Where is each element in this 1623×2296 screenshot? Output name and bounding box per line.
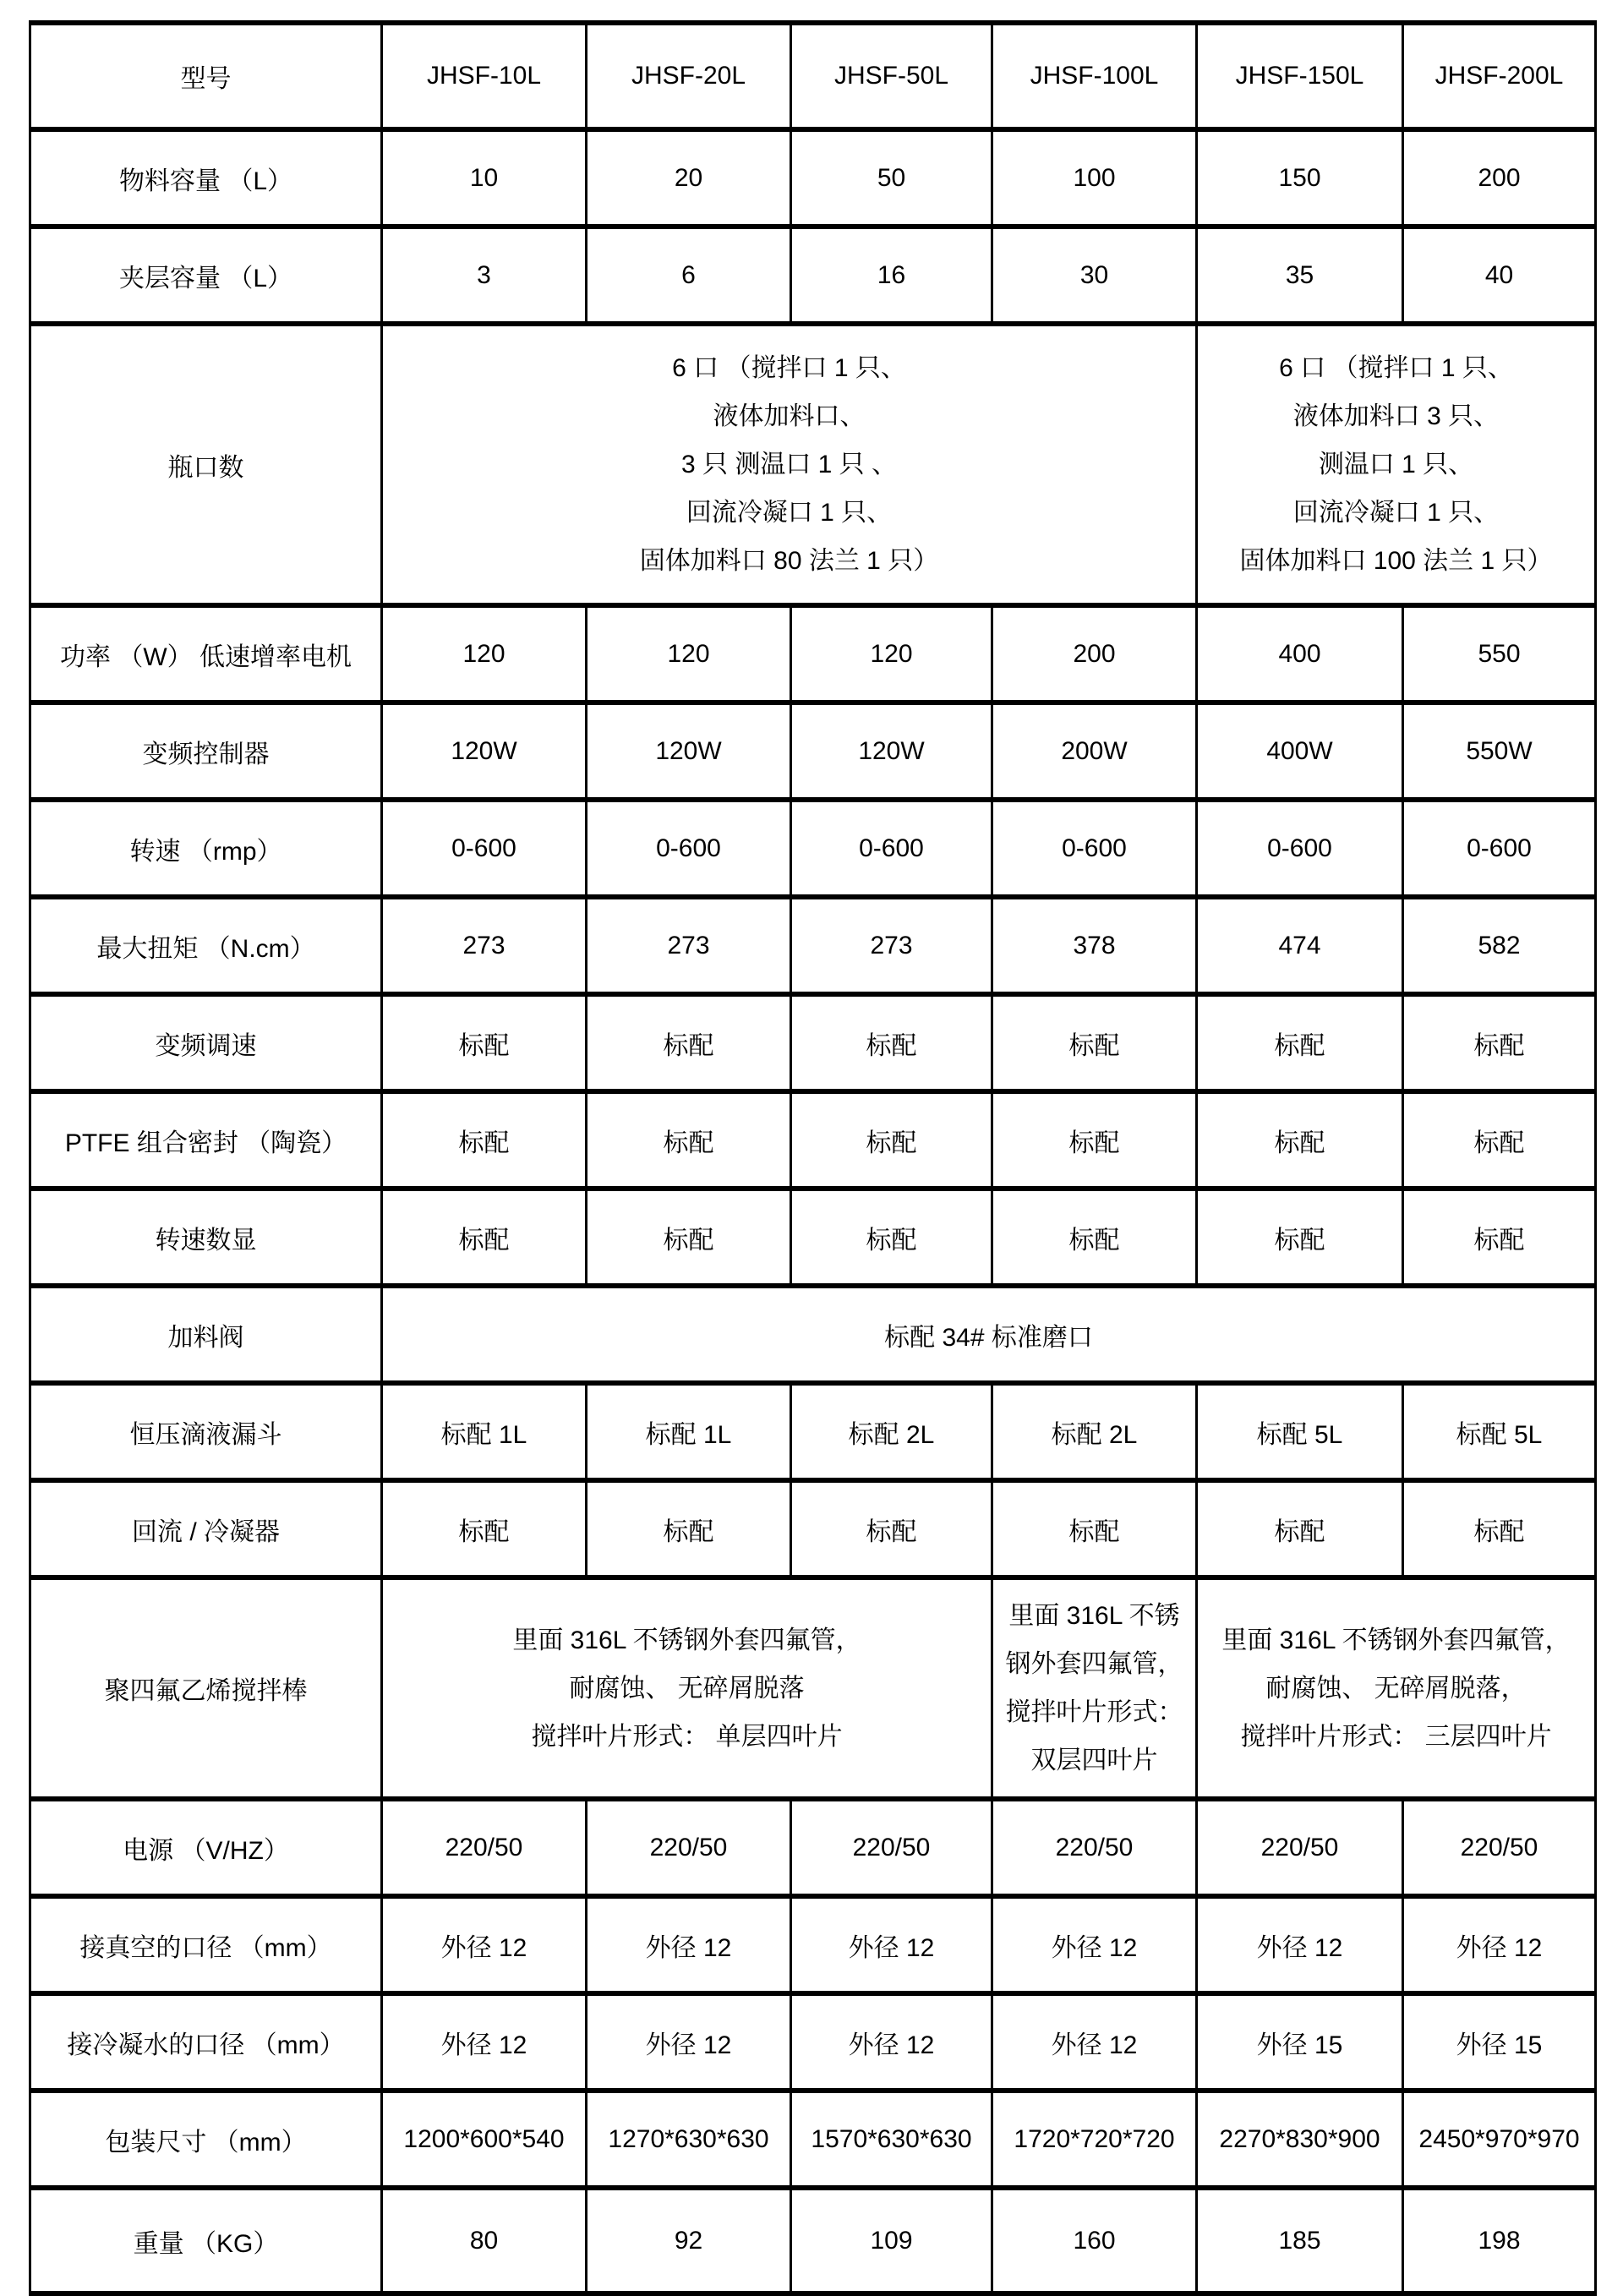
spec-cell: 400W xyxy=(1197,702,1403,800)
spec-cell: 16 xyxy=(791,227,992,324)
cell-line: 里面 316L 不锈钢外套四氟管， xyxy=(1221,1626,1571,1654)
cell-line: 钢外套四氟管， xyxy=(1005,1650,1183,1678)
row-label: 变频调速 xyxy=(30,994,382,1091)
cell-line: 搅拌叶片形式： 三层四叶片 xyxy=(1240,1722,1552,1751)
spec-cell: 0-600 xyxy=(791,800,992,897)
spec-cell: 标配 xyxy=(992,1189,1197,1286)
spec-cell: 标配 xyxy=(587,1189,791,1286)
spec-cell: 35 xyxy=(1197,227,1403,324)
spec-cell: 标配 xyxy=(1197,1480,1403,1577)
spec-cell: 3 xyxy=(382,227,587,324)
spec-cell: 80 xyxy=(382,2188,587,2293)
spec-cell: 40 xyxy=(1403,227,1596,324)
cell-line: 测温口 1 只、 xyxy=(1318,451,1474,478)
spec-cell: 标配 xyxy=(791,1480,992,1577)
spec-cell: 273 xyxy=(382,897,587,994)
cell-line: 里面 316L 不锈 xyxy=(1008,1602,1180,1630)
row-label: 变频控制器 xyxy=(30,702,382,800)
cell-line: 回流冷凝口 1 只、 xyxy=(1292,499,1500,527)
spec-table-head xyxy=(30,23,1596,129)
spec-cell: 200 xyxy=(992,605,1197,702)
spec-cell: 标配 xyxy=(791,1189,992,1286)
column-header: JHSF-150L xyxy=(1197,23,1403,129)
spec-cell: 标配 xyxy=(992,1480,1197,1577)
spec-cell xyxy=(992,1577,1197,1799)
cell-line: 搅拌叶片形式： xyxy=(1005,1698,1183,1726)
spec-cell: 220/50 xyxy=(1403,1799,1596,1896)
spec-cell: 外径 12 xyxy=(587,1896,791,1993)
spec-cell: 550 xyxy=(1403,605,1596,702)
spec-cell: 120 xyxy=(382,605,587,702)
spec-cell: 273 xyxy=(791,897,992,994)
spec-cell: 30 xyxy=(992,227,1197,324)
spec-cell: 1720*720*720 xyxy=(992,2091,1197,2188)
column-header: JHSF-10L xyxy=(382,23,587,129)
spec-cell: 外径 12 xyxy=(587,1993,791,2091)
spec-cell xyxy=(1197,324,1596,605)
row-label: 聚四氟乙烯搅拌棒 xyxy=(30,1577,382,1799)
row-label: PTFE 组合密封 （陶瓷） xyxy=(30,1091,382,1189)
spec-cell: 标配 xyxy=(791,1091,992,1189)
cell-line: 耐腐蚀、 无碎屑脱落， xyxy=(1265,1674,1527,1703)
table-row xyxy=(30,1577,1596,1799)
row-label: 转速 （rmp） xyxy=(30,800,382,897)
spec-cell: 标配 2L xyxy=(992,1383,1197,1480)
table-row xyxy=(30,702,1596,800)
table-row xyxy=(30,1480,1596,1577)
spec-cell: 120W xyxy=(587,702,791,800)
spec-cell: 198 xyxy=(1403,2188,1596,2293)
table-row xyxy=(30,1383,1596,1480)
table-row xyxy=(30,2091,1596,2188)
spec-cell: 标配 34# 标准磨口 xyxy=(382,1286,1596,1383)
row-label: 夹层容量 （L） xyxy=(30,227,382,324)
table-row xyxy=(30,1993,1596,2091)
spec-cell: 220/50 xyxy=(382,1799,587,1896)
spec-cell: 外径 12 xyxy=(791,1896,992,1993)
spec-table-body xyxy=(30,129,1596,2293)
table-row xyxy=(30,1896,1596,1993)
cell-line: 固体加料口 100 法兰 1 只） xyxy=(1239,547,1553,575)
spec-cell: 200 xyxy=(1403,129,1596,227)
spec-cell: 标配 1L xyxy=(382,1383,587,1480)
spec-cell: 标配 xyxy=(1403,1189,1596,1286)
table-row xyxy=(30,800,1596,897)
spec-cell: 185 xyxy=(1197,2188,1403,2293)
spec-cell: 220/50 xyxy=(587,1799,791,1896)
cell-line: 6 口 （搅拌口 1 只、 xyxy=(1279,354,1513,382)
spec-cell: 标配 2L xyxy=(791,1383,992,1480)
spec-cell: 50 xyxy=(791,129,992,227)
spec-cell: 6 xyxy=(587,227,791,324)
spec-cell xyxy=(1197,1577,1596,1799)
spec-cell: 2450*970*970 xyxy=(1403,2091,1596,2188)
spec-cell: 标配 xyxy=(1403,1091,1596,1189)
spec-cell: 标配 xyxy=(587,1091,791,1189)
spec-cell: 标配 xyxy=(587,1480,791,1577)
spec-cell: 220/50 xyxy=(791,1799,992,1896)
spec-cell: 200W xyxy=(992,702,1197,800)
row-label: 转速数显 xyxy=(30,1189,382,1286)
spec-cell: 标配 xyxy=(382,1480,587,1577)
spec-cell: 1200*600*540 xyxy=(382,2091,587,2188)
spec-cell: 标配 xyxy=(1197,994,1403,1091)
spec-cell: 582 xyxy=(1403,897,1596,994)
spec-cell: 标配 xyxy=(992,1091,1197,1189)
spec-cell: 0-600 xyxy=(587,800,791,897)
spec-cell: 474 xyxy=(1197,897,1403,994)
cell-line: 耐腐蚀、 无碎屑脱落 xyxy=(569,1674,805,1703)
spec-table xyxy=(29,20,1597,2296)
header-row-label: 型号 xyxy=(30,23,382,129)
header-row xyxy=(30,23,1596,129)
spec-cell: 标配 5L xyxy=(1197,1383,1403,1480)
table-row xyxy=(30,129,1596,227)
cell-line: 回流冷凝口 1 只、 xyxy=(686,499,893,527)
spec-cell: 标配 xyxy=(382,1091,587,1189)
spec-cell: 外径 12 xyxy=(992,1896,1197,1993)
table-row xyxy=(30,897,1596,994)
spec-cell xyxy=(382,324,1197,605)
spec-cell: 0-600 xyxy=(1197,800,1403,897)
row-label: 回流 / 冷凝器 xyxy=(30,1480,382,1577)
table-row xyxy=(30,605,1596,702)
spec-cell: 109 xyxy=(791,2188,992,2293)
row-label: 最大扭矩 （N.cm） xyxy=(30,897,382,994)
column-header: JHSF-100L xyxy=(992,23,1197,129)
cell-line: 液体加料口 3 只、 xyxy=(1292,402,1500,430)
spec-cell: 0-600 xyxy=(992,800,1197,897)
spec-cell: 标配 xyxy=(1403,994,1596,1091)
cell-line: 搅拌叶片形式： 单层四叶片 xyxy=(531,1722,843,1751)
row-label: 接真空的口径 （mm） xyxy=(30,1896,382,1993)
cell-line: 固体加料口 80 法兰 1 只） xyxy=(639,547,939,575)
table-row xyxy=(30,227,1596,324)
spec-cell: 标配 1L xyxy=(587,1383,791,1480)
row-label: 包装尺寸 （mm） xyxy=(30,2091,382,2188)
table-row xyxy=(30,1189,1596,1286)
spec-cell: 外径 12 xyxy=(1403,1896,1596,1993)
spec-cell: 92 xyxy=(587,2188,791,2293)
spec-cell: 273 xyxy=(587,897,791,994)
spec-cell: 120 xyxy=(791,605,992,702)
spec-cell: 标配 xyxy=(382,994,587,1091)
spec-cell: 160 xyxy=(992,2188,1197,2293)
table-row xyxy=(30,1799,1596,1896)
spec-cell: 0-600 xyxy=(382,800,587,897)
spec-cell: 标配 xyxy=(1403,1480,1596,1577)
row-label: 接冷凝水的口径 （mm） xyxy=(30,1993,382,2091)
table-row xyxy=(30,324,1596,605)
cell-line: 里面 316L 不锈钢外套四氟管， xyxy=(512,1626,861,1654)
spec-cell: 550W xyxy=(1403,702,1596,800)
row-label: 电源 （V/HZ） xyxy=(30,1799,382,1896)
row-label: 重量 （KG） xyxy=(30,2188,382,2293)
table-row xyxy=(30,1091,1596,1189)
spec-cell: 150 xyxy=(1197,129,1403,227)
spec-cell: 120 xyxy=(587,605,791,702)
column-header: JHSF-50L xyxy=(791,23,992,129)
spec-cell: 378 xyxy=(992,897,1197,994)
spec-cell: 10 xyxy=(382,129,587,227)
spec-cell: 0-600 xyxy=(1403,800,1596,897)
row-label: 瓶口数 xyxy=(30,324,382,605)
column-header: JHSF-200L xyxy=(1403,23,1596,129)
cell-line: 3 只 测温口 1 只 、 xyxy=(680,451,898,478)
spec-cell: 外径 15 xyxy=(1403,1993,1596,2091)
spec-cell: 1270*630*630 xyxy=(587,2091,791,2188)
row-label: 物料容量 （L） xyxy=(30,129,382,227)
spec-cell: 标配 xyxy=(1197,1091,1403,1189)
spec-cell: 标配 xyxy=(382,1189,587,1286)
table-row xyxy=(30,2188,1596,2293)
spec-cell: 1570*630*630 xyxy=(791,2091,992,2188)
spec-cell: 20 xyxy=(587,129,791,227)
spec-cell: 标配 xyxy=(992,994,1197,1091)
cell-line: 6 口 （搅拌口 1 只、 xyxy=(672,354,906,382)
spec-cell: 120W xyxy=(382,702,587,800)
spec-cell: 标配 xyxy=(1197,1189,1403,1286)
table-row xyxy=(30,994,1596,1091)
spec-cell: 标配 xyxy=(791,994,992,1091)
spec-cell: 外径 12 xyxy=(382,1896,587,1993)
cell-line: 液体加料口、 xyxy=(713,402,866,430)
row-label: 加料阀 xyxy=(30,1286,382,1383)
row-label: 恒压滴液漏斗 xyxy=(30,1383,382,1480)
spec-cell: 400 xyxy=(1197,605,1403,702)
spec-cell: 标配 5L xyxy=(1403,1383,1596,1480)
spec-cell: 外径 12 xyxy=(1197,1896,1403,1993)
spec-cell xyxy=(382,1577,992,1799)
spec-cell: 100 xyxy=(992,129,1197,227)
spec-cell: 220/50 xyxy=(992,1799,1197,1896)
spec-cell: 220/50 xyxy=(1197,1799,1403,1896)
table-row xyxy=(30,1286,1596,1383)
spec-cell: 120W xyxy=(791,702,992,800)
cell-line: 双层四叶片 xyxy=(1030,1747,1158,1774)
spec-cell: 标配 xyxy=(587,994,791,1091)
spec-cell: 外径 15 xyxy=(1197,1993,1403,2091)
spec-cell: 外径 12 xyxy=(791,1993,992,2091)
spec-cell: 外径 12 xyxy=(382,1993,587,2091)
column-header: JHSF-20L xyxy=(587,23,791,129)
row-label: 功率 （W） 低速增率电机 xyxy=(30,605,382,702)
spec-cell: 外径 12 xyxy=(992,1993,1197,2091)
spec-cell: 2270*830*900 xyxy=(1197,2091,1403,2188)
